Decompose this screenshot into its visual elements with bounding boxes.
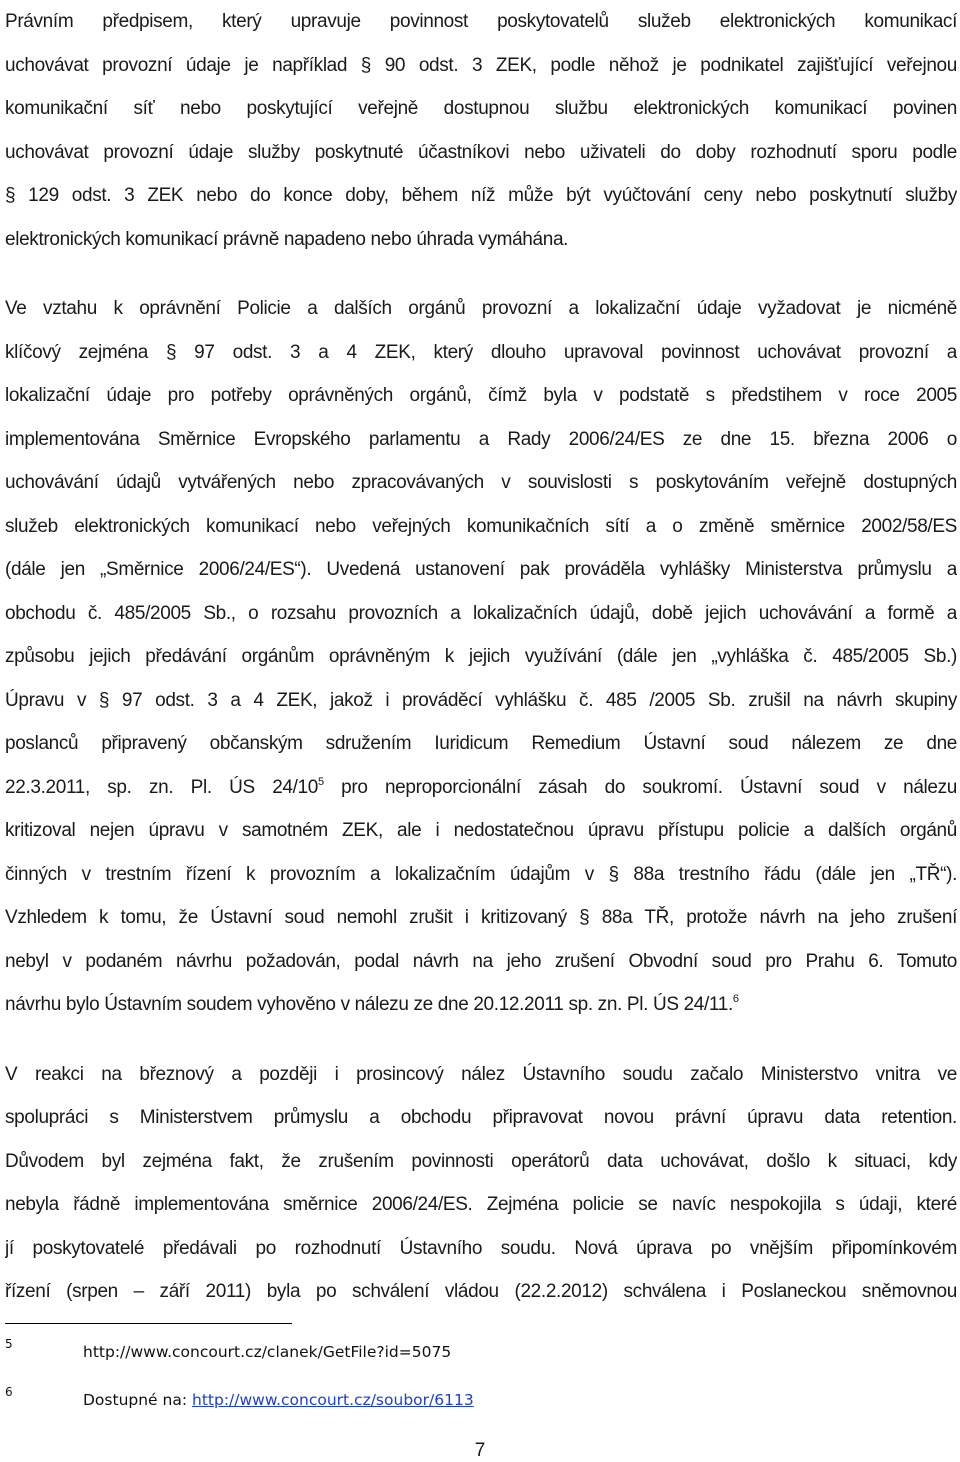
text-line: § 129 odst. 3 ZEK nebo do konce doby, během níž může být vyúčtování ceny nebo poskytnutí služby: [5, 185, 957, 206]
footnote-reference: 5: [318, 775, 324, 788]
text-line: služeb elektronických komunikací nebo veřejných komunikačních sítí a o změně směrnice 2002/58/ES: [5, 515, 957, 537]
text-run: návrhu bylo Ústavním soudem vyhověno v nálezu ze dne 20.12.2011 sp. zn. Pl. ÚS 24/11.: [5, 994, 733, 1015]
text-run: pro neproporcionální zásah do soukromí. Ústavní soud v nálezu: [323, 776, 957, 798]
footnote-text: http://www.concourt.cz/clanek/GetFile?id=5075: [83, 1343, 452, 1361]
page-number: 7: [474, 1440, 486, 1461]
text-line: uchovávat provozní údaje služby poskytnuté účastníkovi nebo uživateli do doby rozhodnutí sporu podle: [5, 141, 957, 163]
footnote-reference: 6: [732, 993, 739, 1005]
paragraph: [5, 287, 957, 1027]
text-line: poslanců připravený občanským sdružením Iuridicum Remedium Ústavní soud nálezem ze dne: [5, 733, 957, 754]
paragraph: [5, 1053, 957, 1314]
text-line: řízení (srpen – září 2011) byla po schválení vládou (22.2.2012) schválena i Poslaneckou sněmovnou: [5, 1281, 957, 1302]
paragraph-gap: [5, 261, 957, 287]
footnote-separator: [5, 1323, 292, 1324]
text-line: jí poskytovatelé předávali po rozhodnutí Ústavního soudu. Nová úprava po vnějším připomínkovém: [5, 1237, 957, 1259]
text-line: nebyla řádně implementována směrnice 2006/24/ES. Zejména policie se navíc nespokojila s údaji, které: [5, 1194, 957, 1215]
footnote-number: 6: [5, 1385, 13, 1399]
text-line: komunikační síť nebo poskytující veřejně dostupnou službu elektronických komunikací povinen: [5, 98, 957, 119]
text-run: 22.3.2011, sp. zn. Pl. ÚS 24/10: [5, 776, 318, 798]
paragraph-gap: [5, 1027, 957, 1053]
text-line: klíčový zejména § 97 odst. 3 a 4 ZEK, který dlouho upravoval povinnost uchovávat provozní a: [5, 341, 957, 363]
text-line: způsobu jejich předávání orgánům oprávněným k jejich využívání (dále jen „vyhláška č. 485/2005 Sb.): [5, 646, 957, 667]
paragraph: [5, 0, 957, 261]
text-line: spolupráci s Ministerstvem průmyslu a obchodu připravovat novou právní úpravu data retention.: [5, 1107, 957, 1128]
text-line: (dále jen „Směrnice 2006/24/ES“). Uvedená ustanovení pak prováděla vyhlášky Ministerstva průmyslu a: [5, 559, 957, 580]
text-line: kritizoval nejen úpravu v samotném ZEK, ale i nedostatečnou úpravu přístupu policie a dalších orgánů: [5, 820, 957, 841]
text-line: Ve vztahu k oprávnění Policie a dalších orgánů provozní a lokalizační údaje vyžadovat je nicméně: [5, 298, 957, 319]
text-line: Úpravu v § 97 odst. 3 a 4 ZEK, jakož i prováděcí vyhlášku č. 485 /2005 Sb. zrušil na návrh skupiny: [5, 689, 957, 711]
text-line: implementována Směrnice Evropského parlamentu a Rady 2006/24/ES ze dne 15. března 2006 o: [5, 428, 957, 450]
text-line: [5, 983, 957, 1027]
text-line: obchodu č. 485/2005 Sb., o rozsahu provozních a lokalizačních údajů, době jejich uchovávání a formě a: [5, 602, 957, 624]
text-line: V reakci na březnový a později i prosincový nález Ústavního soudu začalo Ministerstvo vnitra ve: [5, 1063, 957, 1085]
text-line: Důvodem byl zejména fakt, že zrušením povinnosti operátorů data uchovávat, došlo k situaci, kdy: [5, 1150, 957, 1172]
text-line: Vzhledem k tomu, že Ústavní soud nemohl zrušit i kritizovaný § 88a TŘ, protože návrh na jeho zrušení: [5, 907, 957, 928]
text-line: lokalizační údaje pro potřeby oprávněných orgánů, čímž byla v podstatě s předstihem v roce 2005: [5, 385, 957, 406]
text-line: uchovávat provozní údaje je například § 90 odst. 3 ZEK, podle něhož je podnikatel zajišťující veřejnou: [5, 54, 957, 76]
text-line: [5, 766, 957, 810]
text-line: elektronických komunikací právně napadeno nebo úhrada vymáhána.: [5, 228, 569, 250]
text-line: nebyl v podaném návrhu požadován, podal návrh na jeho zrušení Obvodní soud pro Prahu 6. Tomuto: [5, 950, 957, 972]
text-line: činných v trestním řízení k provozním a lokalizačním údajům v § 88a trestního řádu (dále jen „TŘ“).: [5, 863, 957, 885]
text-line: Právním předpisem, který upravuje povinnost poskytovatelů služeb elektronických komunikací: [5, 11, 957, 32]
footnote-text: Dostupné na:: [83, 1391, 192, 1409]
footnote-number: 5: [5, 1337, 13, 1351]
body-text: [5, 0, 957, 1314]
text-line: uchovávání údajů vytvářených nebo zpracovávaných v souvislosti s poskytováním veřejně dostupných: [5, 472, 957, 493]
footnote-link[interactable]: http://www.concourt.cz/soubor/6113: [192, 1391, 474, 1409]
